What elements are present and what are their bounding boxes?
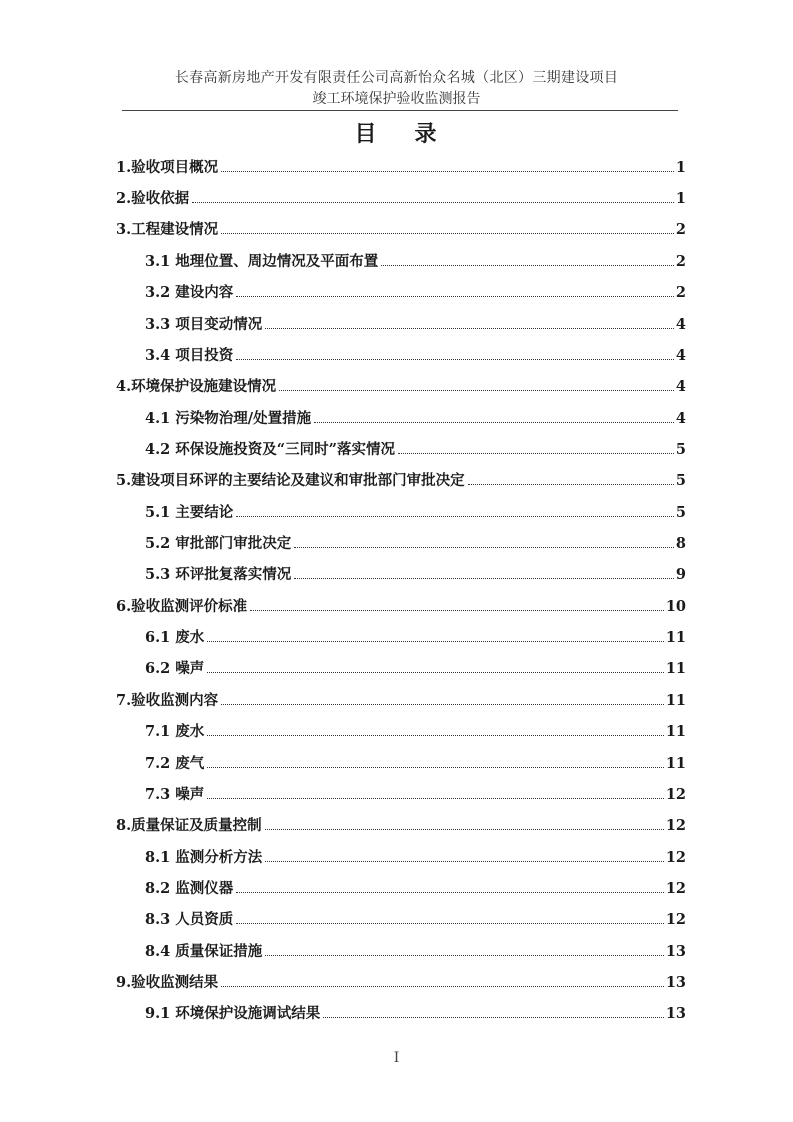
toc-entry-page: 4	[675, 410, 686, 427]
toc-entry-page: 13	[665, 943, 686, 960]
toc-leader	[221, 171, 674, 172]
toc-entry[interactable]	[145, 250, 686, 272]
toc-leader	[236, 296, 674, 297]
toc-entry-page: 11	[665, 692, 686, 709]
toc-entry-page: 11	[665, 755, 686, 772]
toc-entry-label: 7.验收监测内容	[116, 692, 219, 709]
toc-entry-label: 2.验收依据	[116, 190, 190, 207]
toc-entry-page: 9	[675, 566, 686, 583]
toc-leader	[207, 767, 664, 768]
toc-leader	[314, 422, 674, 423]
toc-entry-label: 3.2 建设内容	[145, 284, 234, 301]
toc-leader	[265, 829, 664, 830]
toc-entry-page: 13	[665, 1005, 686, 1022]
toc-entry-page: 12	[665, 911, 686, 928]
toc-entry[interactable]	[145, 501, 686, 523]
toc-entry-label: 3.1 地理位置、周边情况及平面布置	[145, 253, 379, 270]
toc-leader	[250, 610, 664, 611]
toc-entry-label: 6.验收监测评价标准	[116, 598, 248, 615]
toc-entry-page: 12	[665, 817, 686, 834]
toc-leader	[236, 516, 674, 517]
toc-entry-label: 8.2 监测仪器	[145, 880, 234, 897]
toc-entry-page: 2	[675, 253, 686, 270]
toc-leader	[207, 672, 664, 673]
toc-entry[interactable]	[145, 657, 686, 679]
toc-entry[interactable]	[145, 532, 686, 554]
toc-entry-label: 9.1 环境保护设施调试结果	[145, 1005, 321, 1022]
toc-entry-label: 8.质量保证及质量控制	[116, 817, 262, 834]
toc-leader	[381, 265, 674, 266]
toc-entry[interactable]	[145, 344, 686, 366]
toc-leader	[207, 798, 664, 799]
toc-entry[interactable]	[145, 908, 686, 930]
toc-leader	[236, 359, 674, 360]
toc-leader	[279, 390, 674, 391]
toc-entry[interactable]	[145, 783, 686, 805]
toc-entry-page: 8	[675, 535, 686, 552]
toc-entry-page: 10	[665, 598, 686, 615]
toc-entry-label: 3.4 项目投资	[145, 347, 234, 364]
toc-entry-page: 11	[665, 723, 686, 740]
toc-leader	[192, 202, 674, 203]
toc-entry[interactable]	[145, 720, 686, 742]
toc-entry-page: 5	[675, 472, 686, 489]
page-title	[0, 117, 793, 148]
toc-entry-label: 7.2 废气	[145, 755, 205, 772]
toc-entry[interactable]	[116, 814, 686, 836]
toc-leader	[265, 861, 664, 862]
toc-entry-page: 13	[665, 974, 686, 991]
toc-leader	[221, 704, 664, 705]
toc-entry[interactable]	[116, 595, 686, 617]
toc-entry-page: 5	[675, 504, 686, 521]
toc-entry-page: 11	[665, 660, 686, 677]
toc-entry-label: 4.1 污染物治理/处置措施	[145, 410, 312, 427]
title-char-1: 目	[354, 121, 379, 147]
toc-entry-page: 2	[675, 284, 686, 301]
toc-entry[interactable]	[145, 626, 686, 648]
toc-entry[interactable]	[145, 877, 686, 899]
toc-leader	[236, 923, 664, 924]
toc-leader	[323, 1017, 664, 1018]
toc-entry[interactable]	[116, 187, 686, 209]
toc-leader	[265, 328, 674, 329]
title-char-2: 录	[414, 121, 439, 147]
toc-entry[interactable]	[145, 752, 686, 774]
toc-leader	[468, 484, 674, 485]
page-number: I	[393, 1050, 400, 1066]
toc-entry[interactable]	[145, 407, 686, 429]
toc-leader	[398, 453, 674, 454]
toc-entry-page: 4	[675, 316, 686, 333]
toc-entry-label: 5.1 主要结论	[145, 504, 234, 521]
toc-leader	[221, 233, 674, 234]
toc-entry-page: 12	[665, 880, 686, 897]
toc-entry[interactable]	[145, 1002, 686, 1024]
toc-entry[interactable]	[116, 218, 686, 240]
toc-entry-page: 12	[665, 786, 686, 803]
toc-entry[interactable]	[116, 689, 686, 711]
toc-entry-label: 7.1 废水	[145, 723, 205, 740]
toc-entry-label: 5.建设项目环评的主要结论及建议和审批部门审批决定	[116, 472, 465, 489]
toc-entry-label: 8.4 质量保证措施	[145, 943, 263, 960]
toc-leader	[221, 986, 664, 987]
header-report-title: 竣工环境保护验收监测报告	[312, 91, 481, 107]
toc-entry[interactable]	[145, 940, 686, 962]
toc-leader	[207, 735, 664, 736]
toc-entry-page: 12	[665, 849, 686, 866]
toc-entry-label: 8.1 监测分析方法	[145, 849, 263, 866]
toc-entry-page: 11	[665, 629, 686, 646]
toc-entry[interactable]	[145, 563, 686, 585]
toc-entry-label: 4.环境保护设施建设情况	[116, 378, 277, 395]
header-divider	[122, 110, 678, 111]
toc-entry[interactable]	[145, 438, 686, 460]
toc-entry-page: 1	[675, 159, 686, 176]
toc-entry-label: 4.2 环保设施投资及“三同时”落实情况	[145, 441, 395, 458]
toc-entry-label: 6.1 废水	[145, 629, 205, 646]
toc-entry-page: 1	[675, 190, 686, 207]
toc-entry-label: 8.3 人员资质	[145, 911, 234, 928]
toc-leader	[294, 578, 674, 579]
toc-entry-label: 6.2 噪声	[145, 660, 205, 677]
toc-entry-label: 7.3 噪声	[145, 786, 205, 803]
toc-entry-page: 4	[675, 378, 686, 395]
toc-entry-label: 3.工程建设情况	[116, 221, 219, 238]
toc-leader	[294, 547, 674, 548]
toc-entry-label: 1.验收项目概况	[116, 159, 219, 176]
toc-entry-label: 3.3 项目变动情况	[145, 316, 263, 333]
toc-entry-page: 2	[675, 221, 686, 238]
header-project-title: 长春高新房地产开发有限责任公司高新怡众名城（北区）三期建设项目	[174, 70, 619, 86]
toc-entry[interactable]	[116, 156, 686, 178]
toc-entry-label: 5.3 环评批复落实情况	[145, 566, 292, 583]
toc-entry-page: 4	[675, 347, 686, 364]
toc-entry-label: 5.2 审批部门审批决定	[145, 535, 292, 552]
toc-entry-page: 5	[675, 441, 686, 458]
toc-entry[interactable]	[145, 281, 686, 303]
toc-entry[interactable]	[116, 469, 686, 491]
toc-entry[interactable]	[116, 375, 686, 397]
toc-entry[interactable]	[145, 846, 686, 868]
toc-leader	[236, 892, 664, 893]
toc-entry-label: 9.验收监测结果	[116, 974, 219, 991]
toc-entry[interactable]	[116, 971, 686, 993]
toc-leader	[265, 955, 664, 956]
toc-entry[interactable]	[145, 313, 686, 335]
toc-leader	[207, 641, 664, 642]
